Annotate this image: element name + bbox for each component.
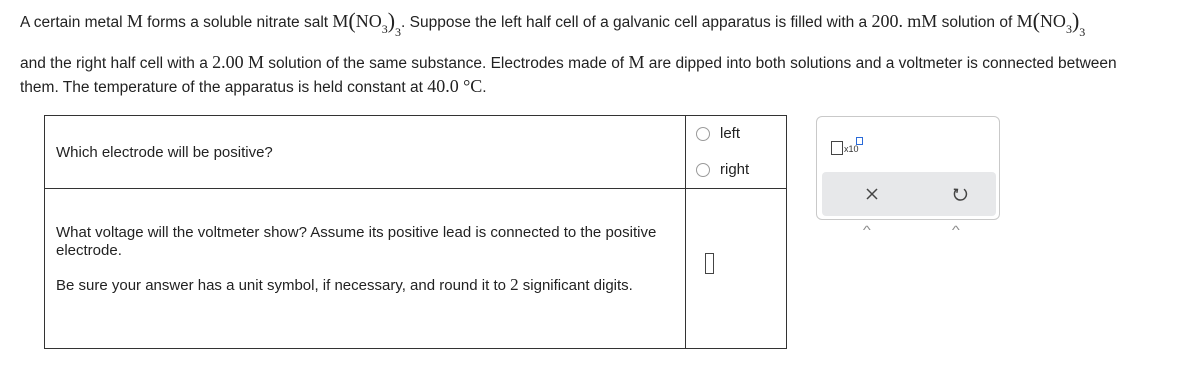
text: are dipped into both solutions and a voltmeter is connected between: [644, 55, 1117, 72]
unit: mM: [907, 11, 938, 31]
text: Be sure your answer has a unit symbol, if necessary, and round it to: [56, 277, 511, 294]
question-voltage: [56, 224, 666, 295]
metal-symbol: M: [126, 11, 143, 31]
chevron-up-icon: ^: [862, 223, 871, 237]
text: .: [482, 79, 487, 96]
temperature: 40.0: [427, 76, 459, 96]
option-left[interactable]: [696, 125, 740, 142]
text: significant digits.: [518, 277, 633, 294]
sig-figs: 2: [510, 275, 519, 294]
formula-metal: M: [332, 11, 349, 31]
text: and the right half cell with a: [20, 55, 213, 72]
question-text: What voltage will the voltmeter show? Assume its positive lead is connected to the positive electrode.: [56, 224, 657, 259]
divider: [45, 188, 786, 189]
left-concentration: 200.: [871, 11, 903, 31]
panel-toolbar: [822, 172, 996, 216]
unit: M: [247, 52, 264, 72]
math-input-panel: [816, 116, 1000, 237]
formula: $M(NO_3)_3$: [1016, 8, 1086, 39]
x10-label: x10: [844, 144, 859, 154]
option-label: right: [720, 161, 750, 178]
text: solution of: [937, 14, 1017, 31]
text: A certain metal: [20, 14, 127, 31]
formula-sub: 3: [1065, 22, 1072, 36]
formula-metal: M: [1016, 11, 1033, 31]
metal-symbol: M: [628, 52, 645, 72]
question-table: [44, 115, 787, 349]
clear-button[interactable]: [858, 180, 886, 208]
formula-outer-sub: 3: [1079, 25, 1086, 39]
right-concentration: 2.00: [212, 52, 244, 72]
radio-right[interactable]: [696, 163, 710, 177]
formula-no: NO: [1039, 11, 1066, 31]
text: forms a soluble nitrate salt: [142, 14, 333, 31]
formula-outer-sub: 3: [395, 25, 402, 39]
close-icon: [865, 187, 879, 201]
text: solution of the same substance. Electrodes made of: [263, 55, 629, 72]
divider: [685, 116, 686, 348]
voltage-answer-input[interactable]: [705, 253, 714, 274]
unit: °C: [463, 76, 483, 96]
option-right[interactable]: [696, 161, 749, 178]
text: them. The temperature of the apparatus is held constant at: [20, 79, 428, 96]
scientific-notation-icon[interactable]: [831, 137, 873, 157]
formula-sub: 3: [381, 22, 388, 36]
instruction-text: [56, 276, 666, 295]
question-positive-electrode: Which electrode will be positive?: [56, 144, 273, 161]
formula: $M(NO_3)_3$: [332, 8, 402, 39]
problem-line-1: [20, 8, 1086, 39]
problem-line-3: [20, 76, 487, 98]
problem-line-2: [20, 52, 1117, 74]
chevron-up-icon: ^: [951, 223, 960, 237]
undo-button[interactable]: [946, 180, 974, 208]
undo-icon: [951, 185, 969, 203]
text: . Suppose the left half cell of a galvanic cell apparatus is filled with a: [401, 14, 872, 31]
option-label: left: [720, 125, 741, 142]
radio-left[interactable]: [696, 127, 710, 141]
formula-no: NO: [355, 11, 382, 31]
